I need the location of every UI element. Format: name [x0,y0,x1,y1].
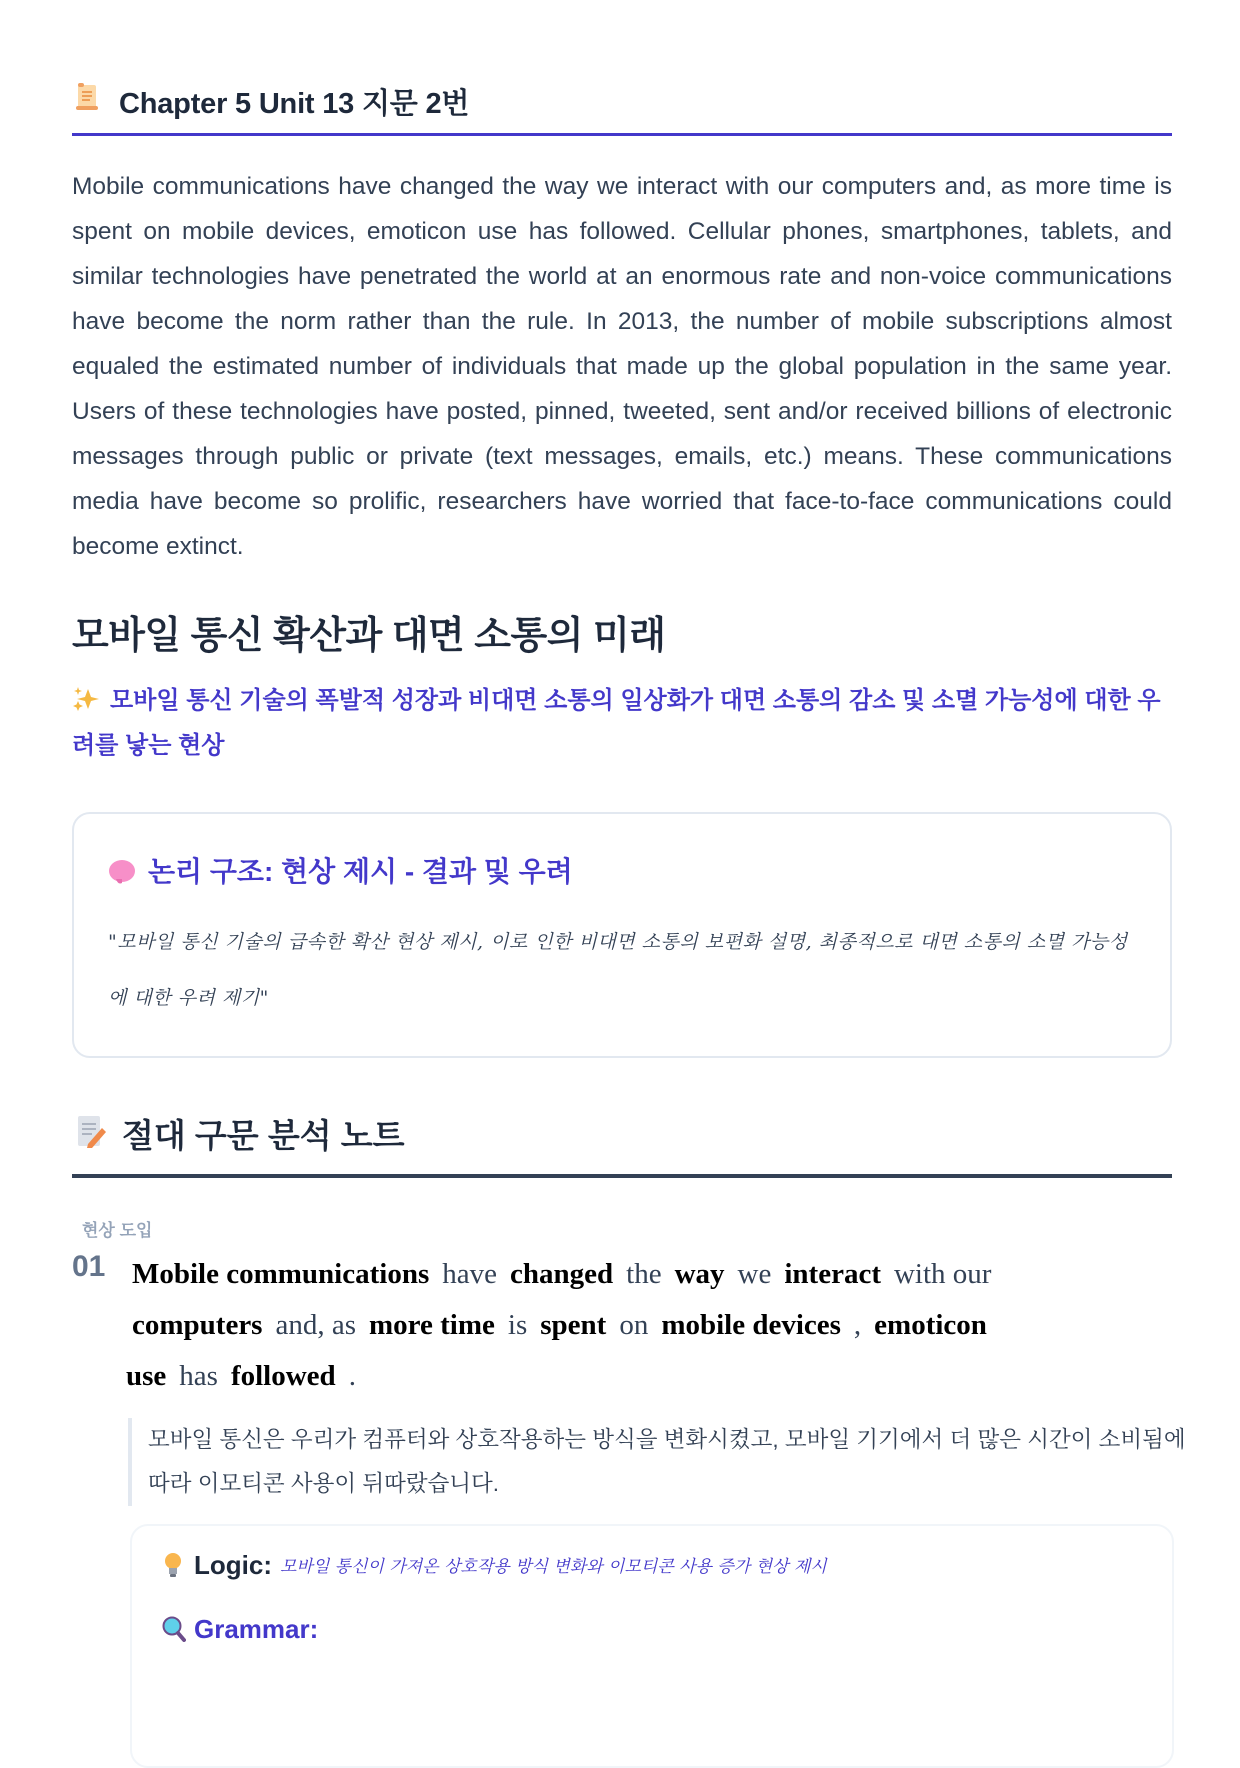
chunk: way [674,1258,725,1290]
logic-grammar-box [130,1524,1174,1768]
chunk: changed [510,1258,614,1290]
chunk: have [442,1258,497,1290]
sentence-translation: 모바일 통신은 우리가 컴퓨터와 상호작용하는 방식을 변화시켰고, 모바일 기기에서 더 많은 시간이 소비됨에 따라 이모티콘 사용이 뒤따랐습니다. [128,1418,1188,1506]
chunk: has [179,1360,218,1392]
chunk: emoticon [874,1309,987,1341]
logic-row [162,1550,827,1581]
chapter-title: Chapter 5 Unit 13 지문 2번 [119,88,470,120]
chapter-header [72,78,1172,136]
chunk: followed [230,1360,336,1392]
section-title: 모바일 통신 확산과 대면 소통의 미래 [72,615,666,657]
memo-icon [78,1116,106,1148]
chunk: is [507,1309,528,1341]
sentence-tag: 현상 도입 [82,1221,153,1240]
lightbulb-icon [162,1552,184,1578]
sentence-number: 01 [72,1250,106,1283]
chunk: and, as [275,1309,357,1341]
chunk: more time [369,1309,495,1341]
chunk: mobile devices [661,1309,841,1341]
sentence-analysis [126,1249,1132,1402]
chunk: interact [784,1258,881,1290]
logic-structure-title [108,850,573,890]
grammar-label: Grammar: [194,1614,319,1644]
chunk: the [626,1258,662,1290]
chunk: on [619,1309,649,1341]
logic-label: Logic: [194,1550,272,1580]
logic-structure-title-text: 논리 구조: 현상 제시 - 결과 및 우려 [148,856,573,887]
scroll-icon [76,83,98,111]
logic-structure-quote: "모바일 통신 기술의 급속한 확산 현상 제시, 이로 인한 비대면 소통의 보편화 설명, 최종적으로 대면 소통의 소멸 가능성에 대한 우려 제기" [108,931,1128,1009]
notes-header [72,1108,1172,1178]
brain-icon [108,859,136,885]
chunk: Mobile communications [132,1258,430,1290]
notes-divider [72,1174,1172,1178]
grammar-row [162,1614,318,1645]
chunk: we [737,1258,772,1290]
logic-structure-card [72,812,1172,1058]
notes-title: 절대 구문 분석 노트 [122,1117,405,1154]
chunk: . [348,1360,356,1392]
chunk: use [126,1360,167,1392]
sparkles-icon [72,681,100,705]
section-summary [72,678,1172,768]
logic-value: 모바일 통신이 가져온 상호작용 방식 변화와 이모티콘 사용 증가 현상 제시 [280,1557,827,1577]
chunk: with our [893,1258,992,1290]
chunk: , [853,1309,862,1341]
magnifier-icon [162,1616,184,1642]
summary-text: 모바일 통신 기술의 폭발적 성장과 비대면 소통의 일상화가 대면 소통의 감소 및 소멸 가능성에 대한 우려를 낳는 현상 [72,687,1161,759]
chunk: spent [540,1309,607,1341]
chunk: computers [132,1309,263,1341]
passage-text: Mobile communications have changed the way we interact with our computers and, as more time is spent on mobile devices, emoticon use has followed. Cellular phones, smartphones, tablets, and similar technologies have penetrated the world at an enormous rate and non-voice communications have become the norm rather than the rule. In 2013, the number of mobile subscriptions almost equaled the estimated number of individuals that made up the global population in the same year. Users of these technologies have posted, pinned, tweeted, sent and/or received billions of electronic messages through public or private (text messages, emails, etc.) means. These communications media have become so prolific, researchers have worried that face-to-face communications could become extinct. [72,173,1172,560]
header-divider [72,133,1172,136]
